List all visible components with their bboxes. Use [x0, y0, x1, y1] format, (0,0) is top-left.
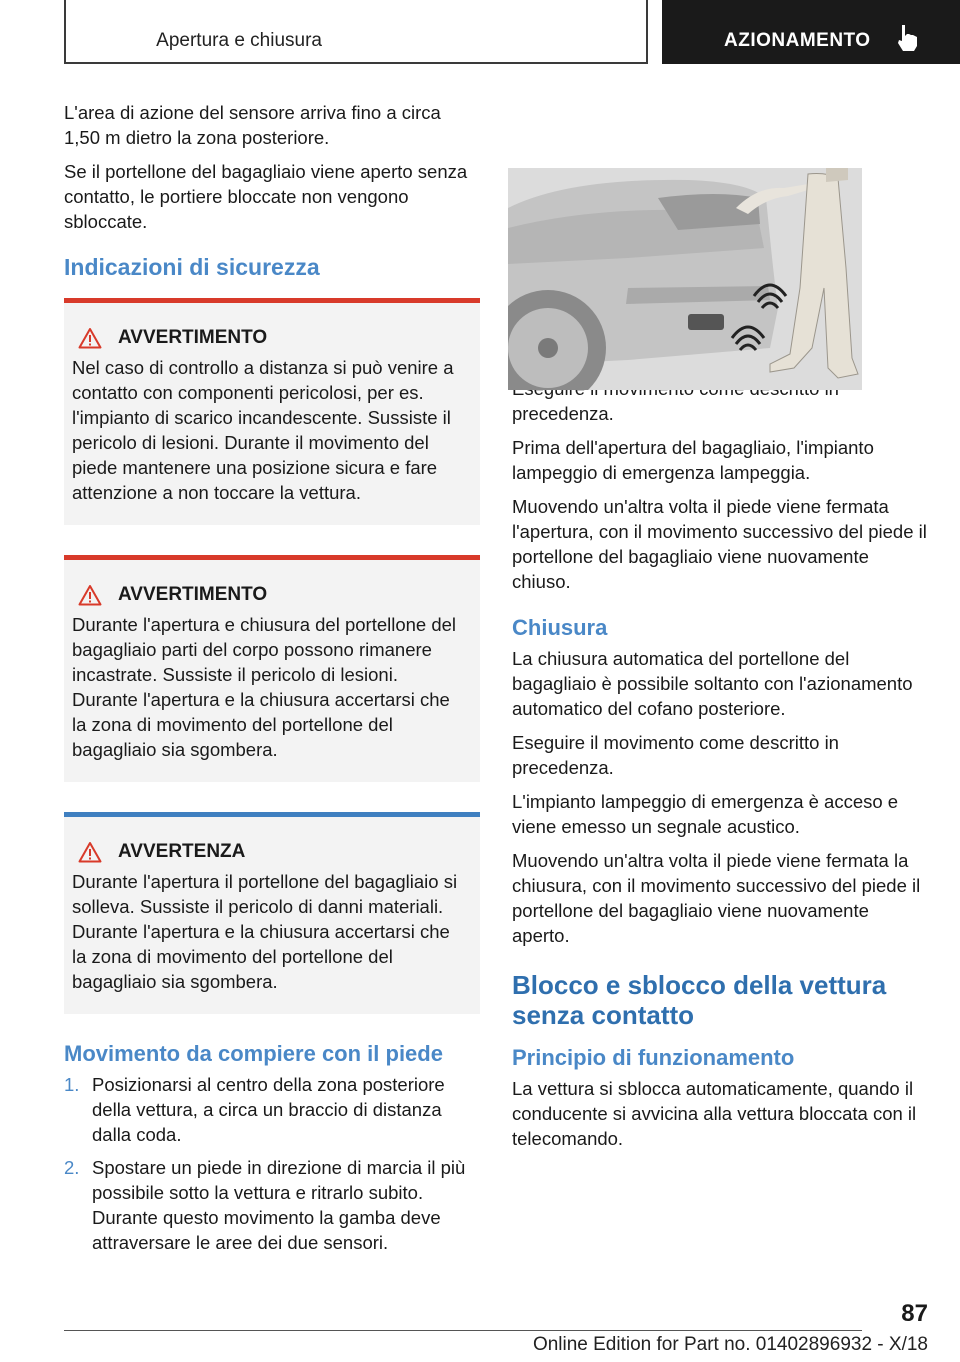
step-item [64, 1155, 480, 1255]
movement-heading: Movimento da compiere con il piede [64, 1041, 443, 1066]
intro-paragraph: Se il portellone del bagagliaio viene aperto senza contatto, le portiere bloccate non vengono sbloccate. [64, 161, 468, 232]
warning-box [64, 298, 480, 525]
header-chapter-title: AZIONAMENTO [724, 30, 871, 51]
warning-title-text: AVVERTIMENTO [118, 327, 268, 348]
step-item [64, 1072, 480, 1147]
step-text: Spostare un piede in direzione di marcia il più possibile sotto la vettura e ritrarlo subito. Durante questo movimento la gamba deve attraversare le aree dei due sensori. [92, 1157, 466, 1253]
notice-title [72, 839, 468, 864]
safety-heading: Indicazioni di sicurezza [64, 254, 320, 280]
warning-text: Nel caso di controllo a distanza si può venire a contatto con componenti pericolosi, per es. l'impianto di scarico incandescente. Sussiste il pericolo di lesioni. Durante il movimento del piede mantenere una posizione sicura e fare attenzione a non toccare la vettura. [72, 357, 454, 503]
right-column [512, 344, 928, 1160]
step-number: 2. [64, 1157, 80, 1178]
warning-box [64, 555, 480, 782]
intro-paragraph: L'area di azione del sensore arriva fino a circa 1,50 m dietro la zona posteriore. [64, 102, 441, 148]
movement-steps [64, 1072, 480, 1255]
principio-paragraph: La vettura si sblocca automaticamente, quando il conducente si avvicina alla vettura bloccata con il telecomando. [512, 1078, 917, 1149]
warning-triangle-icon [78, 841, 102, 863]
footer-divider [64, 1330, 862, 1331]
car-rear-foot-sensor-illustration [508, 168, 862, 390]
notice-box [64, 812, 480, 1014]
warning-triangle-icon [78, 584, 102, 606]
warning-text: Durante l'apertura e chiusura del portellone del bagagliaio parti del corpo possono rimanere incastrate. Sussiste il pericolo di lesioni. Durante l'apertura e la chiusura accertarsi che la zona di movimento del portellone del bagagliaio sia sgombera. [72, 614, 457, 760]
header-chapter-tab [662, 0, 960, 64]
page-number: 87 [901, 1300, 928, 1327]
principio-heading: Principio di funzionamento [512, 1045, 795, 1070]
chiusura-paragraph: L'impianto lampeggio di emergenza è acceso e viene emesso un segnale acustico. [512, 791, 899, 837]
warning-triangle-icon [78, 327, 102, 349]
step-text: Posizionarsi al centro della zona posteriore della vettura, a circa un braccio di distanza dalla coda. [92, 1074, 445, 1145]
chiusura-paragraph: Muovendo un'altra volta il piede viene fermata la chiusura, con il movimento successivo del piede il portellone del bagagliaio viene nuovamente aperto. [512, 850, 921, 946]
apertura-paragraph: precedenza. [512, 403, 614, 424]
step-number: 1. [64, 1074, 80, 1095]
notice-text: Durante l'apertura il portellone del bagagliaio si solleva. Sussiste il pericolo di danni materiali. Durante l'apertura e la chiusura accertarsi che la zona di movimento del portellone del bagagliaio sia sgombera. [72, 871, 458, 992]
warning-title-text: AVVERTIMENTO [118, 584, 268, 605]
blocco-heading: Blocco e sblocco della vettura senza contatto [512, 970, 887, 1030]
chiusura-paragraph: Eseguire il movimento come descritto in precedenza. [512, 732, 839, 778]
apertura-paragraph: Muovendo un'altra volta il piede viene fermata l'apertura, con il movimento successivo del piede il portellone del bagagliaio viene nuovamente chiuso. [512, 496, 927, 592]
notice-title-text: AVVERTENZA [118, 841, 246, 862]
warning-title [72, 325, 468, 350]
chiusura-heading: Chiusura [512, 615, 608, 640]
left-column [64, 100, 480, 1263]
footer-edition: Online Edition for Part no. 01402896932 - X/18 [532, 1334, 928, 1355]
hand-pointer-icon [896, 24, 920, 52]
apertura-paragraph: Prima dell'apertura del bagagliaio, l'impianto lampeggio di emergenza lampeggia. [512, 437, 874, 483]
chiusura-paragraph: La chiusura automatica del portellone del bagagliaio è possibile soltanto con l'azionamento automatico del cofano posteriore. [512, 648, 913, 719]
warning-title [72, 582, 468, 607]
header-section-box [64, 0, 648, 64]
header-section-title: Apertura e chiusura [156, 30, 322, 51]
